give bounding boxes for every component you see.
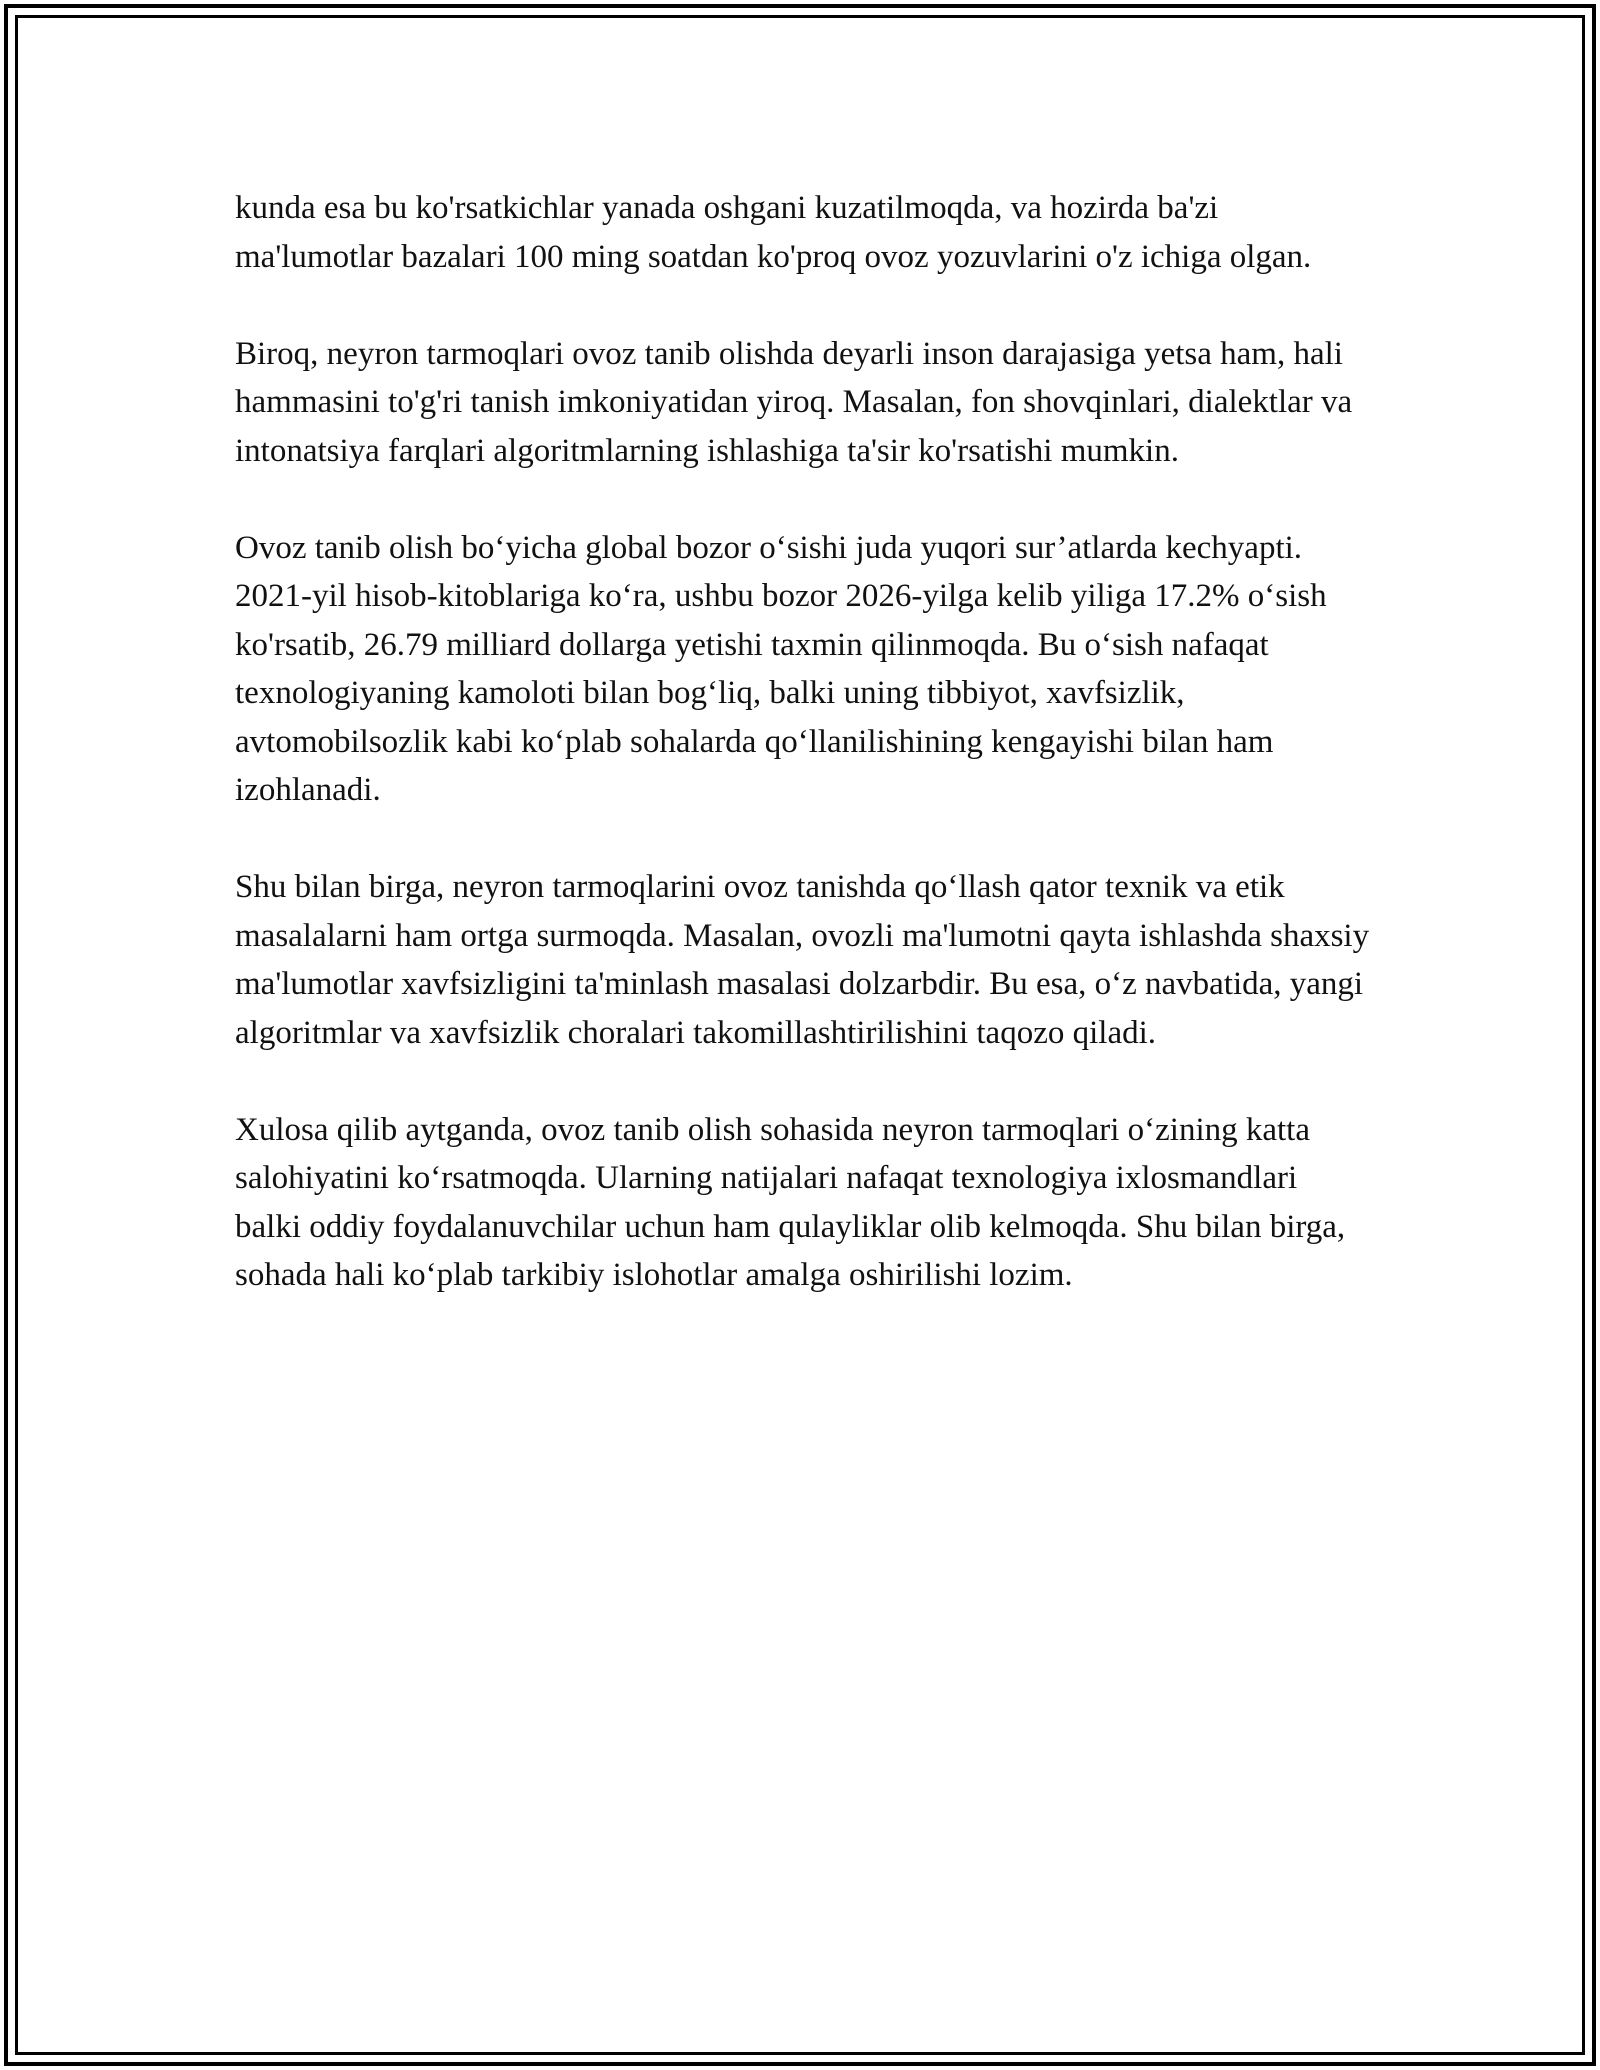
paragraph-1: kunda esa bu ko'rsatkichlar yanada oshgani kuzatilmoqda, va hozirda ba'zi ma'lumotlar bazalari 100 ming soatdan ko'proq ovoz yozuvlarini o'z ichiga olgan. [235,190,1312,275]
document-body [235,184,1370,1348]
paragraph-5: Xulosa qilib aytganda, ovoz tanib olish sohasida neyron tarmoqlari o‘zining katta salohiyatini ko‘rsatmoqda. Ularning natijalari nafaqat texnologiya ixlosmandlari balki oddiy foydalanuvchilar uchun ham qulayliklar olib kelmoqda. Shu bilan birga, sohada hali ko‘plab tarkibiy islohotlar amalga oshirilishi lozim. [235,1111,1346,1293]
paragraph-3: Ovoz tanib olish bo‘yicha global bozor o‘sishi juda yuqori sur’atlarda kechyapti. 2021-yil hisob-kitoblariga ko‘ra, ushbu bozor 2026-yilga kelib yiliga 17.2% o‘sish ko'rsatib, 26.79 milliard dollarga yetishi taxmin qilinmoqda. Bu o‘sish nafaqat texnologiyaning kamoloti bilan bog‘liq, balki uning tibbiyot, xavfsizlik, avtomobilsozlik kabi ko‘plab sohalarda qo‘llanilishining kengayishi bilan ham izohlanadi. [235,529,1327,808]
paragraph-4: Shu bilan birga, neyron tarmoqlarini ovoz tanishda qo‘llash qator texnik va etik masalalarni ham ortga surmoqda. Masalan, ovozli ma'lumotni qayta ishlashda shaxsiy ma'lumotlar xavfsizligini ta'minlash masalasi dolzarbdir. Bu esa, o‘z navbatida, yangi algoritmlar va xavfsizlik choralari takomillashtirilishini taqozo qiladi. [235,869,1370,1051]
paragraph-2: Biroq, neyron tarmoqlari ovoz tanib olishda deyarli inson darajasiga yetsa ham, hali hammasini to'g'ri tanish imkoniyatidan yiroq. Masalan, fon shovqinlari, dialektlar va intonatsiya farqlari algoritmlarning ishlashiga ta'sir ko'rsatishi mumkin. [235,335,1353,469]
